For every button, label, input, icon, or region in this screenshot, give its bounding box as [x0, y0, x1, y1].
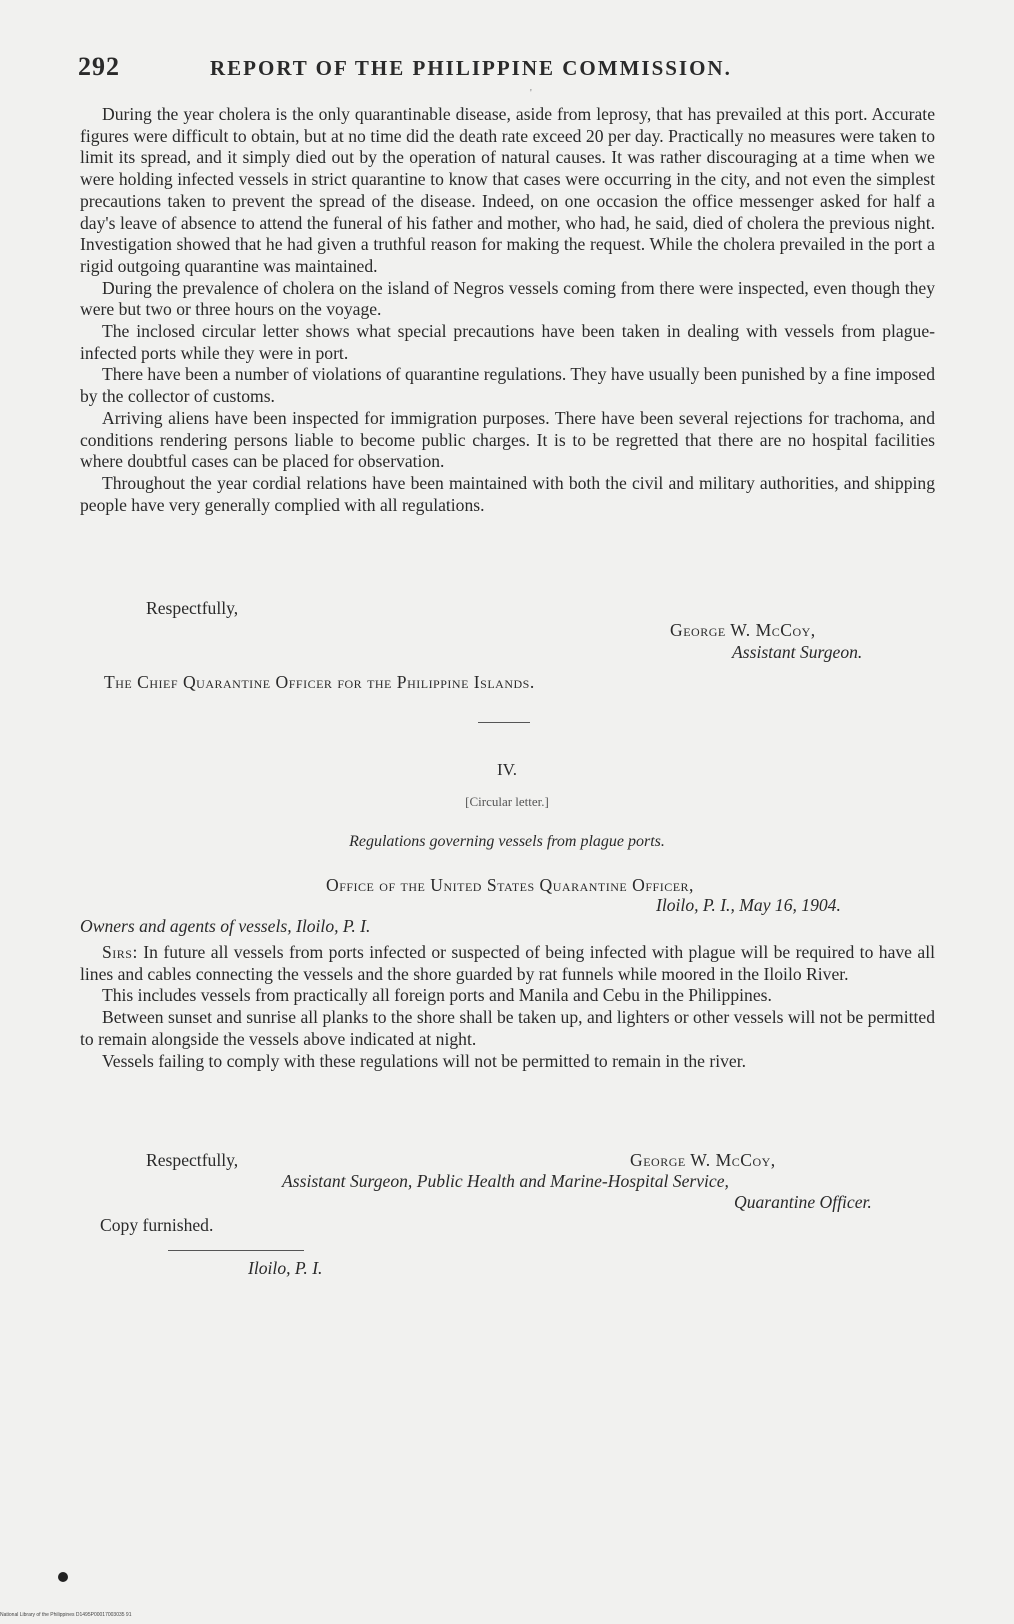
copy-furnished: Copy furnished. — [100, 1215, 214, 1235]
paragraph-circular: The inclosed circular letter shows what special precautions have been taken in dealing with vessels from plague-infected ports while they were in port. — [80, 321, 935, 363]
paragraph-negros: During the prevalence of cholera on the island of Negros vessels coming from there were inspected, even though they were but two or three hours on the voyage. — [80, 277, 935, 320]
paragraph-aliens: Arriving aliens have been inspected for immigration purposes. There have been several rejections for trachoma, and conditions rendering persons liable to become public charges. It is to be regretted that there are no hospital facilities where doubtful cases can be placed for observation. — [80, 407, 935, 472]
section-title: Regulations governing vessels from plague ports. — [349, 833, 665, 850]
letter-signer-name: George W. McCoy, — [630, 1150, 776, 1170]
paragraph-relations: Throughout the year cordial relations have been maintained with both the civil and military authorities, and shipping people have very generally complied with all regulations. — [80, 472, 935, 515]
blank-name-rule — [168, 1250, 304, 1251]
letter-paragraph-planks: Between sunset and sunrise all planks to the shore shall be taken up, and lighters or other vessels will not be permitted to remain alongside the vessels above indicated at night. — [80, 1007, 935, 1049]
letter-paragraph-ports: This includes vessels from practically all foreign ports and Manila and Cebu in the Philippines. — [102, 985, 772, 1006]
copy-recipient-place: Iloilo, P. I. — [248, 1258, 323, 1278]
section-numeral: IV. — [497, 760, 517, 779]
signer-title: Assistant Surgeon. — [732, 642, 863, 662]
letter-paragraph-compliance: Vessels failing to comply with these regulations will not be permitted to remain in the river. — [102, 1050, 746, 1071]
office-line: Office of the United States Quarantine Officer, — [326, 875, 694, 895]
letter-complimentary-close: Respectfully, — [146, 1150, 239, 1170]
circular-letter-body — [80, 942, 935, 1072]
running-head: REPORT OF THE PHILIPPINE COMMISSION. — [210, 56, 732, 80]
section-divider — [478, 722, 530, 723]
letter-paragraph-funnels — [80, 942, 935, 985]
scan-imprint: National Library of the Philippines D1495P00017003035 91 — [0, 1612, 132, 1618]
page-header — [78, 52, 938, 99]
letter-signer-title-2: Quarantine Officer. — [734, 1192, 872, 1212]
letter-paragraph-funnels-text: In future all vessels from ports infected or suspected of being infected with plague will be required to have all lines and cables connecting the vessels and the shore guarded by rat funnels while moored in the Iloilo River. — [80, 942, 935, 984]
report-body — [80, 104, 935, 516]
page-number: 292 — [78, 52, 120, 81]
ink-spot — [58, 1572, 68, 1582]
letter-addressee: Owners and agents of vessels, Iloilo, P. I. — [80, 916, 371, 936]
signer-name: George W. McCoy, — [670, 620, 816, 640]
print-mark: ' — [530, 88, 532, 99]
complimentary-close: Respectfully, — [146, 598, 239, 618]
paragraph-cholera: During the year cholera is the only quarantinable disease, aside from leprosy, that has prevailed at this port. Accurate figures were difficult to obtain, but at no time did the death rate exceed 20 per day. Practically no measures were taken to limit its spread, and it simply died out by the operation of natural causes. It was rather discouraging at a time when we were holding infected vessels in strict quarantine to know that cases were occurring in the city, and not even the simplest precautions taken to prevent the spread of the disease. Indeed, on one occasion the office messenger asked for half a day's leave of absence to attend the funeral of his father and mother, who had, he said, died of cholera the previous night. Investigation showed that he had given a truthful reason for making the request. While the cholera prevailed in the port a rigid outgoing quarantine was maintained. — [80, 104, 935, 276]
dateline: Iloilo, P. I., May 16, 1904. — [656, 895, 841, 915]
addressee-line: The Chief Quarantine Officer for the Philippine Islands. — [104, 672, 535, 692]
section-label: [Circular letter.] — [465, 794, 549, 809]
paragraph-violations: There have been a number of violations of quarantine regulations. They have usually been punished by a fine imposed by the collector of customs. — [80, 364, 935, 407]
letter-signer-title-1: Assistant Surgeon, Public Health and Marine-Hospital Service, — [282, 1171, 729, 1191]
salutation: Sirs: — [102, 942, 138, 962]
